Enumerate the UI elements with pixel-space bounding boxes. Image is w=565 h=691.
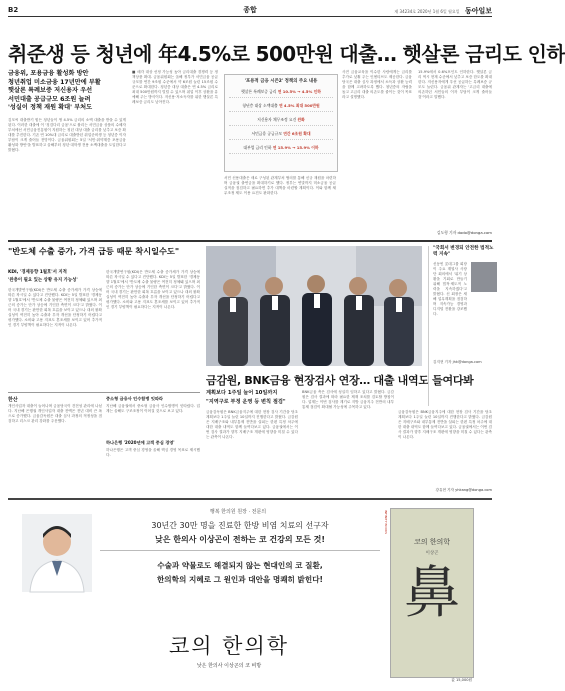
profile-photo [471,262,497,292]
subhead-4: 서민대출 공급규모 6조원 늘려 [8,95,91,103]
article-column-5: 15.9%에서 0.6%포인트 인하한다. 햇살론 금리 역시 현재 수준에서 낮추고 보증 한도를 확대한다. 저신용자에게 우선 공급하는 특례보증 규모도 늘린다. 금융위 관계자는 '고금리 대출에 의존하던 서민들의 이자 부담이 크게 줄어들 것'이라고 말했다. [418,70,492,99]
ad-tagline-1: 30년간 30만 명을 진료한 한방 비염 치료의 선구자 [151,521,329,530]
article-column-4: 사전 금융교육을 이수한 사람에게는 금리를 추가로 낮춰 주는 인센티브도 제공한다. 금융당국은 대출 심사 과정에서 소득과 상환 능력을 함께 고려하도록 했다. 청년층의 자립을 돕고 고금리 대출 의존도를 줄이는 것이 목표라고 설명했다. [342,70,412,99]
photo-caption: 금감원, BNK금융 현장검사 연장… 대출 내역도 들여다봐 [206,374,474,387]
header-rule [8,16,492,17]
section-name: 종합 [243,6,257,14]
infobox-title: '포용적 금융 시즌2' 정책의 주요 내용 [244,79,318,84]
kdi-subhead: '완충이 필요 있는 상황 유지 가능성' [8,278,78,283]
mini-article-1-headline: 중소형 금융사 인수합병 잇따라 [106,396,163,401]
book-cover-glyph: 鼻 [404,561,460,626]
bnk-column-1: 금융감독원은 BNK금융지주에 대한 현장 검사 기간을 당초 계획보다 1주일 늘린 10일까지 진행한다고 밝혔다. 금감원은 지배구조와 내부통제 전반을 살피는 한편 특정 차주에 대한 대출 내역도 함께 들여다보고 있다. 금융권에서는 이번 검사 결과가 향후 지배구조 개편에 영향을 미칠 수 있다는 관측이 나온다. [206,410,298,439]
doctor-portrait [22,514,92,592]
news-photo [206,246,422,366]
mini-article-2-headline: 하나은행 '2020년에 고객 중심 경영' [106,440,175,445]
lower-left-headline: 한산 [8,397,18,403]
kdi-column-1: 한국개발연구원(KDI)은 반도체 수출 증가세가 가격 상승에 따른 착시일 수 있다고 진단했다. KDI는 5일 발표한 '경제동향 1월호'에서 '반도체 수출 물량은 여전히 정체돼 있으며 최근의 증가는 단가 상승에 기인한 측면이 크다'고 밝혔다. 이어 국내 경기는 완만한 회복 흐름을 보이고 있으나 대외 불확실성이 여전히 높아 수출과 투자 개선을 단정하기 어렵다고 평가했다. 소비와 고용 지표도 혼조세를 보이고 있어 추가적인 경기 부양책이 필요하다는 지적이 나온다. [8,288,102,327]
profile-box [428,246,497,406]
issue-info [394,6,492,16]
photo-people-illustration [206,246,422,366]
kdi-headline: "반도체 수출 증가, 가격 급등 때문 착시일수도" [8,246,180,256]
infobox-row: 청년층 대상 소액대출 연 4.5% 최대 500만원 [229,103,333,112]
ad-tagline-3: 수술과 약물로도 해결되지 않는 현대인의 코 질환, [157,561,323,570]
book-cover [390,508,474,678]
publisher-mark: INFINITY BOOKS [384,510,388,535]
infobox-row: 서민금융 공급규모 연간 6조원 확대 [229,131,333,140]
article-column-1: 김모씨 대출받기 힘든 청년들이 생 4.5% 금리의 소액 대출을 받을 수 있게 된다. 이러한 대출에 이 '징검다리 금융'으로 불리는 서민금융 상품의 수혜자 부처에선 서민금융진흥원이 지원하는 청년 대상 대출 금리를 낮추고 보증 확대를 추진한다. 기존 연 10%대 금리로 대출받던 취업준비생 등 청년층 이자 부담이 크게 줄어들 전망이다. 금융위원회는 5일 '서민·취약계층 포용금융 활성화 방안'을 발표하고 올해부터 청년·대학생 전용 소액대출을 도입한다고 밝혔다. [8,118,126,152]
book-advertisement [8,498,492,686]
lower-left-column-1: 개인사업자 대출이 늘어나며 금융당국이 건전성 관리에 나섰다. 지난해 은행권 개인사업자 대출 잔액은 전년 대비 큰 폭으로 증가했다. 금융감독원은 대출 심사 과정의 적정성을 점검하고 리스크 관리 강화를 주문했다. [8,404,102,423]
policy-infobox [224,74,338,172]
bnk-subhead: 계획보다 1주일 늘어 10일까지 [206,390,278,396]
ad-doctor-label: 행복 한의원 원장 · 전문의 [209,509,267,515]
byline: 김도형 기자 dodo@donga.com [436,230,492,235]
ad-tagline-4: 한의학의 지혜로 그 원인과 대안을 명쾌히 밝힌다! [156,575,324,584]
page-number: B2 [8,6,19,14]
book-price: 값 15,000원 [451,678,472,682]
ad-book-title: 코의 한의학 [168,634,290,658]
book-cover-author: 이상곤 [425,551,439,556]
subhead-block [8,70,126,113]
subhead-2: 청년취업 미소금융 17년만에 부활 [8,78,101,86]
kdi-column-2: 한국개발연구원(KDI)은 반도체 수출 증가세가 가격 상승에 따른 착시일 수 있다고 진단했다. KDI는 5일 발표한 '경제동향 1월호'에서 '반도체 수출 물량은 여전히 정체돼 있으며 최근의 증가는 단가 상승에 기인한 측면이 크다'고 밝혔다. 이어 국내 경기는 완만한 회복 흐름을 보이고 있으나 대외 불확실성이 여전히 높아 수출과 투자 개선을 단정하기 어렵다고 평가했다. 소비와 고용 지표도 혼조세를 보이고 있어 추가적인 경기 부양책이 필요하다는 지적이 나온다. [106,270,200,309]
main-headline: 취준생 등 청년에 年4.5%로 500만원 대출… 햇살론 금리도 인하 [8,42,565,66]
article-column-2: ■ 매각 대상 선정 가능성 높아 금리대출 경쟁력 등 정책상품 확대. 금융위원회는 올해 정부가 서민금융 공급 규모를 연간 9조원 수준에서 약 6조원 늘린 15조원 수준으로 확대한다. 청년층 대상 대출은 연 4.5% 금리로 최대 500만원까지 빌릴 수 있으며 취업 이후 상환을 유예해 주는 방식이다. 저신용·저소득자를 위한 햇살론 특례보증 금리도 낮아진다. [132,70,218,104]
lower-left-divider [8,392,200,393]
bnk-column-3: 금융감독원은 BNK금융지주에 대한 현장 검사 기간을 당초 계획보다 1주일 늘린 10일까지 진행한다고 밝혔다. 금감원은 지배구조와 내부통제 전반을 살피는 한편 특정 차주에 대한 대출 내역도 함께 들여다보고 있다. 금융권에서는 이번 검사 결과가 향후 지배구조 개편에 영향을 미칠 수 있다는 관측이 나온다. [398,410,492,439]
bnk-column-2: BNK금융 측은 검사에 성실히 임하고 있다고 밝혔다. 금감원은 검사 결과에 따라 필요한 제재 조치를 검토할 방침이다. 업계는 이번 검사를 계기로 지방 금융지주 전반의 내부통제 점검이 확대될 가능성에 주목하고 있다. [302,390,394,409]
bnk-subhead-2: "지역구로 부정 운영 등 변칙 점검" [206,399,286,405]
section-divider [8,240,492,242]
infobox-row: 저신용자 채무조정 요건 완화 [229,117,333,126]
ad-tagline-2: 낮은 한의사 이상곤이 전하는 코 건강의 모든 것! [155,535,325,544]
article-column-3: 서민 신용대출은 새로 구성된 관계부처 협의를 통해 신규 재원을 마련하며 금융권 출연금을 확대하기로 했다. 정부는 연말까지 미소금융 공급 실적을 점검하고 필요하면 추가 대책을 마련할 계획이다. 이와 함께 채무조정 제도 이용 요건도 완화한다. [224,176,336,195]
issue-date: 제 34234호 2020년 1월 6일 월요일 [394,9,460,14]
profile-byline: 김지현 기자 jhk@donga.com [433,360,482,364]
bnk-byline: 강유현 기자 yhkang@donga.com [435,488,492,492]
ad-book-subtitle: 낮은 한의사 이상곤의 코 비방 [196,663,262,669]
newspaper-logo: 동아일보 [464,6,492,15]
mini-article-2-body: 하나은행은 고객 중심 경영을 올해 핵심 경영 목표로 제시했다. [106,448,200,457]
infobox-row: 대부업 금리 인하 연 15.9% → 15.9% 이하 [229,145,333,154]
kdi-source: KDI, '경제동향 1월호'서 지적 [8,270,67,275]
book-cover-title: 코의 한의학 [413,538,451,546]
subhead-1: 금융위, 포용금융 활성화 방안 [8,70,89,77]
subhead-5: '성실이 정책 재원 확대' 부처도 [8,104,93,112]
profile-headline: "국회서 변경되 안전한 법적노력 지속" [433,246,494,257]
infobox-row: 햇살론 특례보증 금리 연 10.5% → 4.5% 인하 [229,89,333,98]
mini-article-1-body: 지난해 금융권에서 중소형 금융사 인수합병이 잇따랐다. 업계는 올해도 구조조정이 이어질 것으로 보고 있다. [106,404,200,413]
subhead-3: 햇살론 특례보증 저신용자 우선 [8,87,93,95]
doctor-illustration [22,514,92,592]
ad-divider [100,550,380,551]
profile-body: 신동빈 롯데그룹 회장이 주요 계열사 사장단 회의에서 '위기 상황을 기회로 만들기 위해 법적·제도적 노력을 지속하겠다'고 밝혔다. 신 회장은 새해 업무계획을 점검하며 지속가능 경영과 디지털 전환을 강조했다. [433,262,467,316]
